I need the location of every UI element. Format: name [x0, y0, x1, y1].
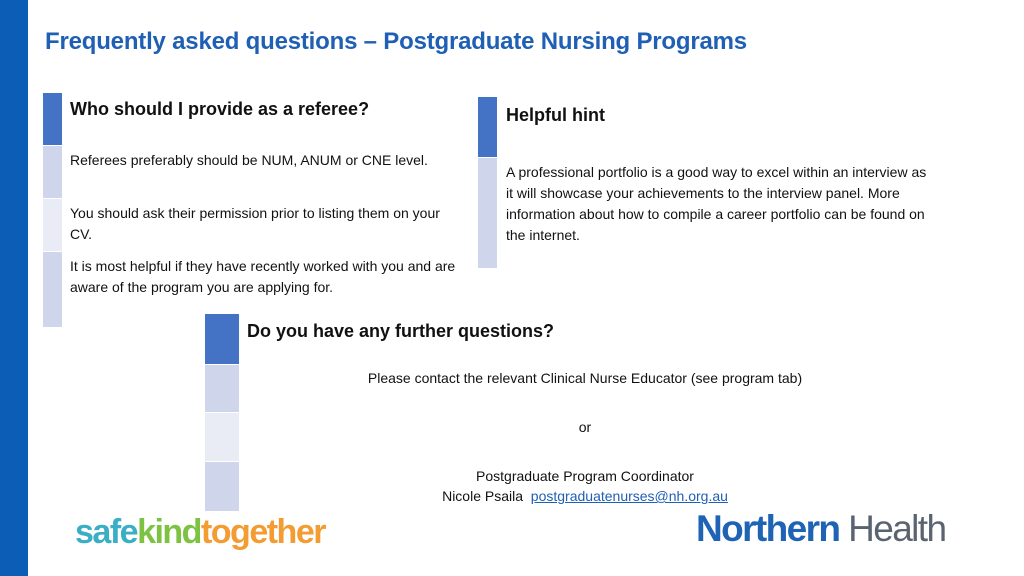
- referee-marker-dark: [43, 93, 62, 145]
- further-heading: Do you have any further questions?: [247, 321, 555, 341]
- contact-line: Please contact the relevant Clinical Nurse Educator (see program tab): [367, 370, 803, 386]
- referee-heading: Who should I provide as a referee?: [70, 99, 370, 119]
- referee-point-2: You should ask their permission prior to listing them on your CV.: [70, 205, 440, 242]
- referee-point-1: Referees preferably should be NUM, ANUM or CNE level.: [70, 152, 428, 168]
- logo-word-northern: Northern: [696, 508, 840, 549]
- referee-point-3: It is most helpful if they have recently worked with you and are aware of the program you are applying for.: [70, 258, 456, 295]
- northern-health-logo: [696, 508, 945, 550]
- further-marker-dark: [205, 314, 239, 364]
- coordinator-name: Nicole Psaila: [442, 488, 524, 504]
- hint-text: A professional portfolio is a good way to excel within an interview as it will showcase your achievements to the interview panel. More information about how to compile a career portfolio can be found on the internet.: [506, 164, 927, 243]
- logo-word-kind: kind: [137, 513, 201, 551]
- hint-heading: Helpful hint: [506, 105, 605, 125]
- coordinator-email-link[interactable]: postgraduatenurses@nh.org.au: [530, 488, 728, 504]
- logo-word-safe: safe: [75, 513, 138, 551]
- safekindtogether-logo: [75, 513, 325, 552]
- referee-marker-1: [43, 145, 62, 198]
- logo-word-together: together: [200, 513, 325, 551]
- hint-marker-dark: [478, 97, 497, 157]
- helpful-hint-section: [478, 97, 938, 269]
- further-questions-section: [205, 314, 825, 512]
- logo-word-health: Health: [848, 508, 946, 549]
- or-separator: or: [578, 419, 592, 435]
- page-title: Frequently asked questions – Postgraduate Nursing Programs: [45, 28, 747, 55]
- referee-section: [43, 93, 463, 329]
- left-accent-bar: [0, 0, 28, 576]
- coordinator-contact: [205, 488, 965, 504]
- hint-marker-light: [478, 157, 497, 268]
- referee-marker-3: [43, 251, 62, 327]
- referee-marker-2: [43, 198, 62, 251]
- coordinator-title: Postgraduate Program Coordinator: [476, 468, 694, 484]
